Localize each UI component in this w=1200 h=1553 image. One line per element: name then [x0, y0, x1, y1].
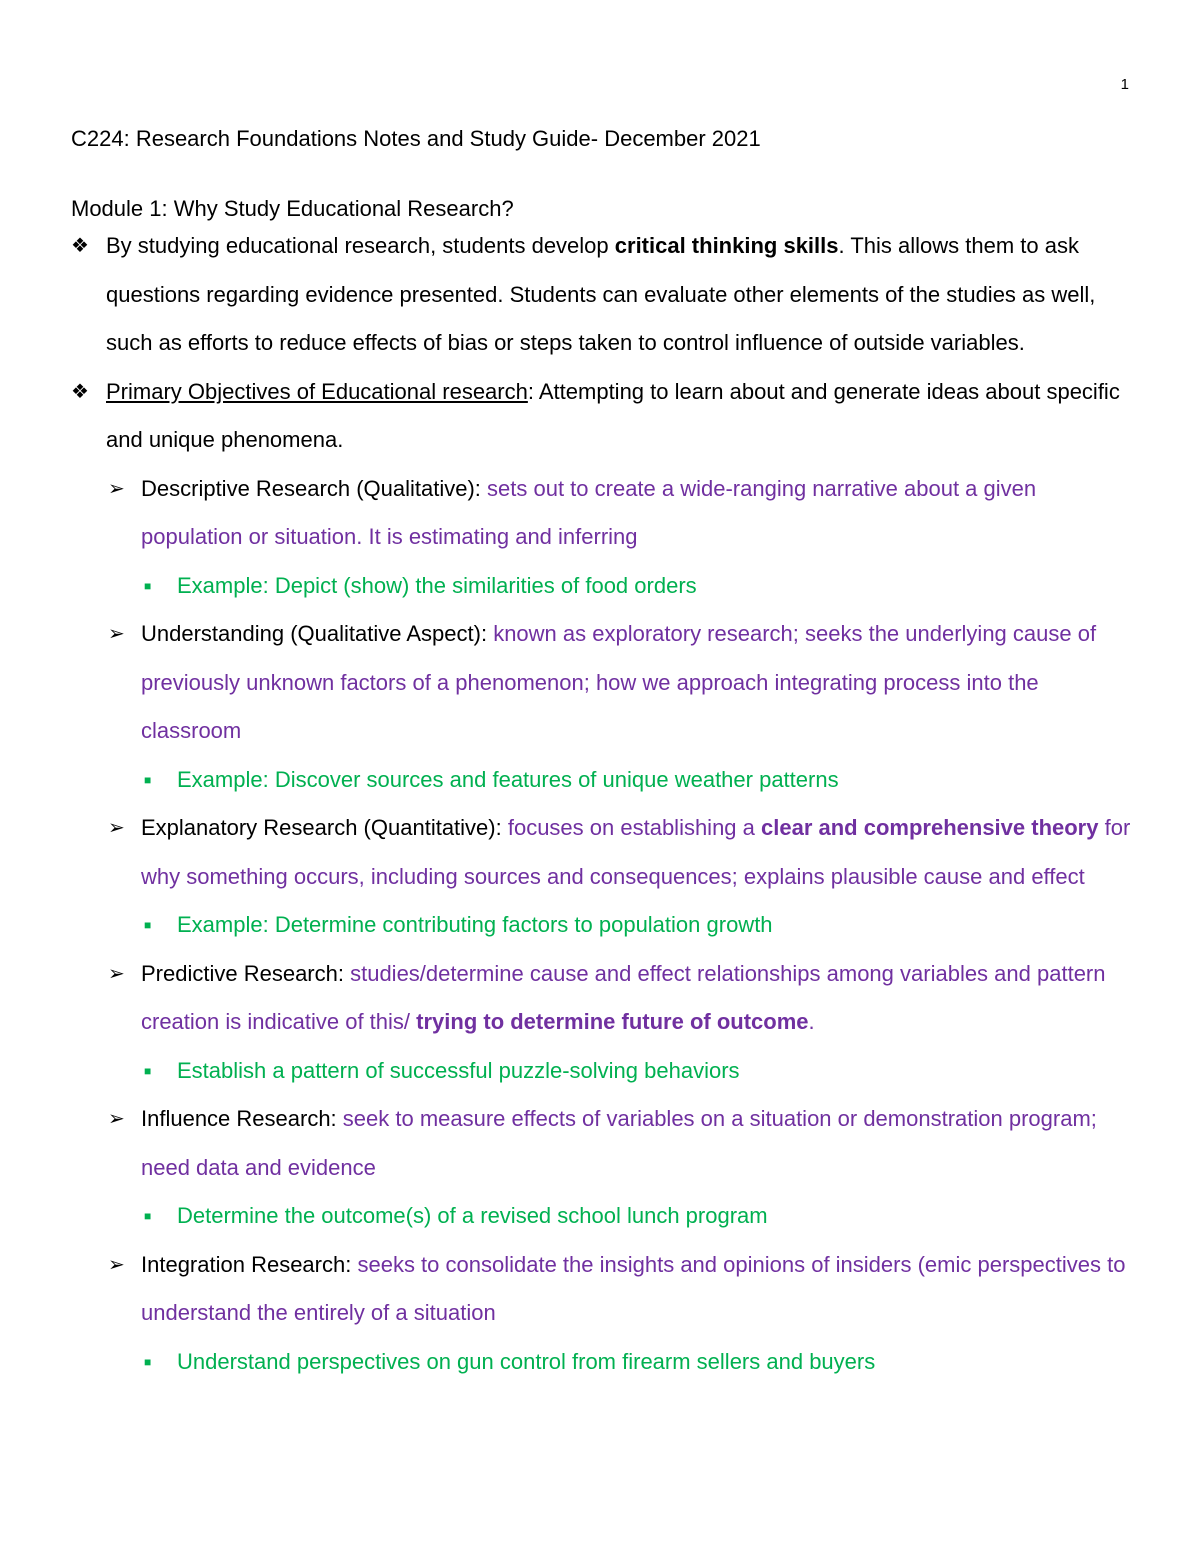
research-type-influence: ➢ Influence Research: seek to measure effects of variables on a situation or demonstration program; need data and evidence — [71, 1095, 1141, 1192]
arrowhead-bullet-icon: ➢ — [108, 962, 125, 985]
research-type-integration: ➢ Integration Research: seeks to consolidate the insights and opinions of insiders (emic perspectives to understand the entirely of a situation — [71, 1241, 1141, 1338]
example-integration: ■ Understand perspectives on gun control from firearm sellers and buyers — [71, 1338, 1141, 1387]
example-understanding: ■ Example: Discover sources and features of unique weather patterns — [71, 756, 1141, 805]
research-type-understanding: ➢ Understanding (Qualitative Aspect): known as exploratory research; seeks the underlying cause of previously unknown factors of a phenomenon; how we approach integrating process into the classroom — [71, 610, 1141, 756]
research-type-descriptive: ➢ Descriptive Research (Qualitative): sets out to create a wide-ranging narrative about a given population or situation. It is estimating and inferring — [71, 465, 1141, 562]
arrowhead-bullet-icon: ➢ — [108, 1108, 125, 1130]
square-bullet-icon: ■ — [144, 578, 152, 593]
example-influence: ■ Determine the outcome(s) of a revised school lunch program — [71, 1192, 1141, 1241]
arrowhead-bullet-icon: ➢ — [108, 477, 125, 500]
square-bullet-icon: ■ — [144, 918, 152, 932]
example-descriptive: ■ Example: Depict (show) the similarities of food orders — [71, 562, 1141, 611]
module-heading: Module 1: Why Study Educational Research? — [71, 196, 514, 221]
notes-body — [71, 222, 1141, 1386]
square-bullet-icon: ■ — [144, 1063, 152, 1078]
square-bullet-icon: ■ — [144, 772, 152, 787]
arrowhead-bullet-icon: ➢ — [108, 623, 125, 645]
arrowhead-bullet-icon: ➢ — [108, 1253, 125, 1276]
primary-objectives-label: Primary Objectives of Educational research — [106, 378, 528, 404]
diamond-bullet-icon: ❖ — [71, 235, 89, 257]
bullet-critical-thinking: ❖ By studying educational research, students develop critical thinking skills. This allows them to ask questions regarding evidence presented. Students can evaluate other elements of the studies as well, such as efforts to reduce effects of bias or steps taken to control influence of outside variables. — [71, 222, 1141, 368]
diamond-bullet-icon: ❖ — [71, 380, 89, 403]
square-bullet-icon: ■ — [144, 1209, 152, 1223]
arrowhead-bullet-icon: ➢ — [108, 817, 125, 839]
square-bullet-icon: ■ — [144, 1354, 152, 1369]
research-type-explanatory: ➢ Explanatory Research (Quantitative): focuses on establishing a clear and comprehensive theory for why something occurs, including sources and consequences; explains plausible cause and effect — [71, 804, 1141, 901]
document-title: C224: Research Foundations Notes and Study Guide- December 2021 — [71, 126, 761, 151]
research-type-predictive: ➢ Predictive Research: studies/determine cause and effect relationships among variables and pattern creation is indicative of this/ trying to determine future of outcome. — [71, 950, 1141, 1047]
example-predictive: ■ Establish a pattern of successful puzzle-solving behaviors — [71, 1047, 1141, 1096]
page-number: 1 — [1120, 76, 1129, 93]
example-explanatory: ■ Example: Determine contributing factors to population growth — [71, 901, 1141, 950]
bullet-primary-objectives: ❖ Primary Objectives of Educational research: Attempting to learn about and generate ideas about specific and unique phenomena. — [71, 368, 1141, 465]
